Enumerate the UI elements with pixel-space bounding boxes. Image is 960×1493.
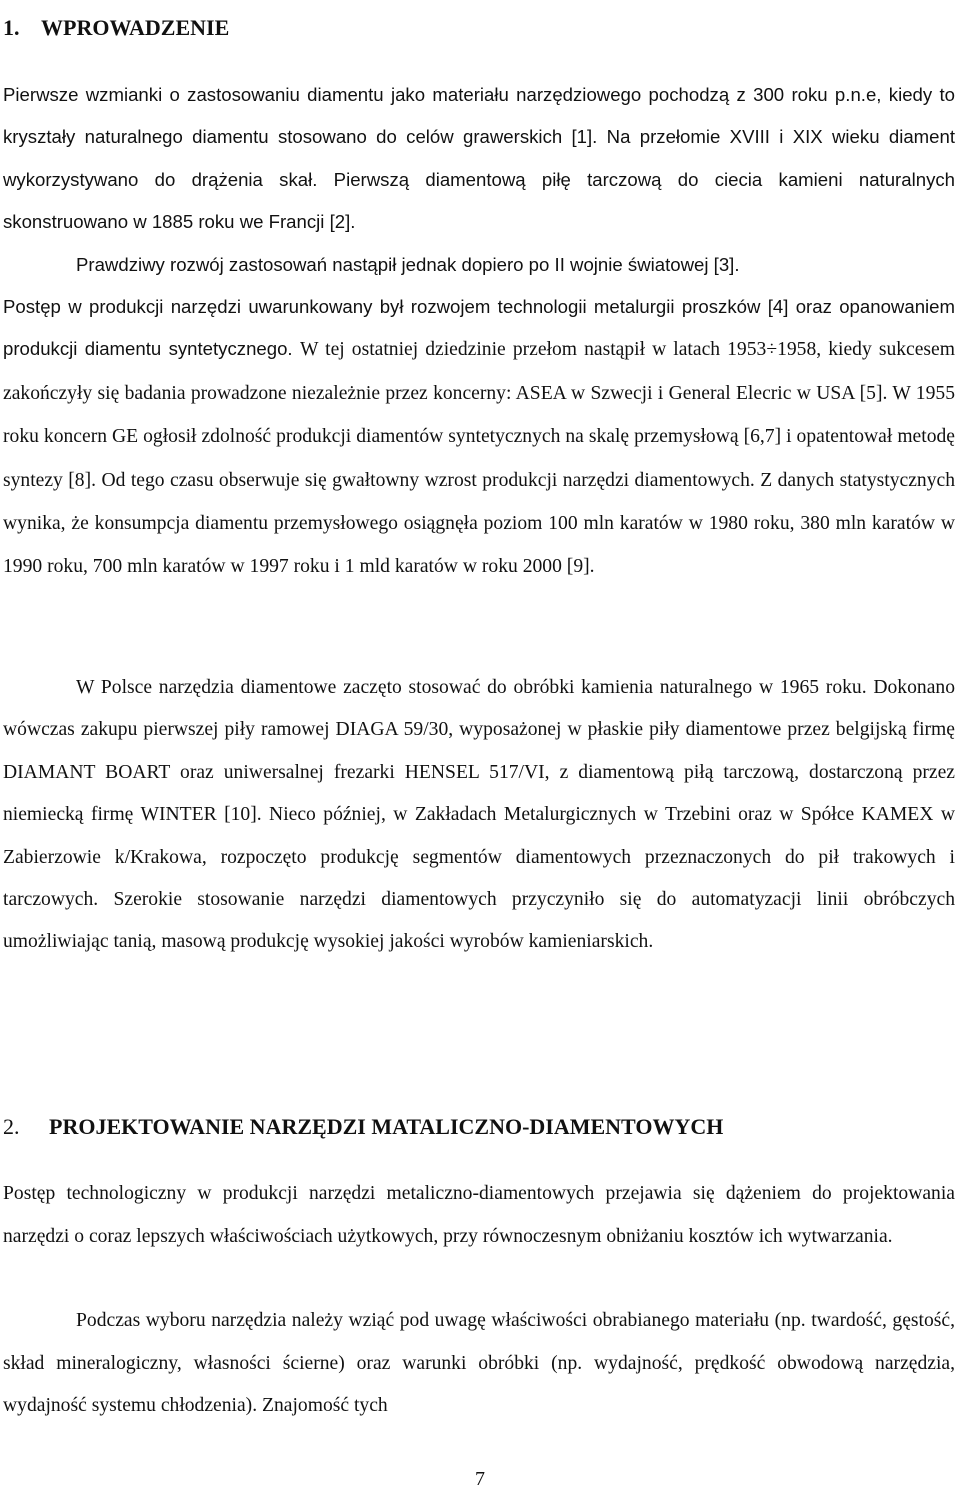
page-number: 7	[475, 1468, 485, 1490]
paragraph-text: Prawdziwy rozwój zastosowań nastąpił jednak dopiero po II wojnie światowej [3].	[76, 253, 740, 275]
section-heading-introduction	[3, 15, 229, 41]
paragraph-text: Postęp w produkcji narzędzi uwarunkowany był rozwojem technologii metalurgii proszków [4] oraz opanowaniem produkcji diamentu syntetycznego.	[3, 296, 955, 360]
paragraph-text: W tej ostatniej dziedzinie przełom nastąpił w latach 1953÷1958, kiedy sukcesem zakończyły się badania prowadzone niezależnie przez koncerny: ASEA w Szwecji i General Elecric w USA [5]. W 1955 roku koncern GE ogłosił zdolność produkcji diamentów syntetycznych na skalę przemysłową [6,7] i opatentował metodę syntezy [8]. Od tego czasu obserwuje się gwałtowny wzrost produkcji narzędzi diamentowych. Z danych statystycznych wynika, że konsumpcja diamentu przemysłowego osiągnęła poziom 100 mln karatów w 1980 roku, 380 mln karatów w 1990 roku, 700 mln karatów w 1997 roku i 1 mld karatów w roku 2000 [9].	[3, 339, 955, 578]
section-title: WPROWADZENIE	[41, 14, 230, 40]
paragraph-progress: Postęp technologiczny w produkcji narzędzi metaliczno-diamentowych przejawia się dążeniem do projektowania narzędzi o coraz lepszych właściwościach użytkowych, przy równoczesnym obniżaniu kosztów ich wytwarzania.	[3, 1183, 955, 1247]
paragraph-text: Pierwsze wzmianki o zastosowaniu diamentu jako materiału narzędziowego pochodzą z 300 roku p.n.e, kiedy to kryształy naturalnego diamentu stosowano do celów grawerskich [1]. Na przełomie XVIII i XIX wieku diament wykorzystywano do drążenia skał. Pierwszą diamentową piłę tarczową do ciecia kamieni naturalnych skonstruowano w 1885 roku we Francji [2].	[3, 84, 955, 233]
section-number: 1.	[3, 14, 20, 40]
section-heading-design	[3, 1114, 723, 1140]
section-title: PROJEKTOWANIE NARZĘDZI MATALICZNO-DIAMENTOWYCH	[49, 1114, 724, 1140]
section-number: 2.	[3, 1114, 20, 1140]
paragraph-tool-selection: Podczas wyboru narzędzia należy wziąć pod uwagę właściwości obrabianego materiału (np. twardość, gęstość, skład mineralogiczny, własności ścierne) oraz warunki obróbki (np. wydajność, prędkość obwodową narzędzia, wydajność systemu chłodzenia). Znajomość tych	[3, 1310, 955, 1417]
paragraph-history	[3, 74, 955, 589]
paragraph-poland: W Polsce narzędzia diamentowe zaczęto stosować do obróbki kamienia naturalnego w 1965 roku. Dokonano wówczas zakupu pierwszej piły ramowej DIAGA 59/30, wyposażonej w płaskie piły diamentowe przez belgijską firmę DIAMANT BOART oraz uniwersalnej frezarki HENSEL 517/VI, z diamentową piłą tarczową, dostarczoną przez niemiecką firmę WINTER [10]. Nieco później, w Zakładach Metalurgicznych w Trzebini oraz w Spółce KAMEX w Zabierzowie k/Krakowa, rozpoczęto produkcję segmentów diamentowych przeznaczonych do pił trakowych i tarczowych. Szerokie stosowanie narzędzi diamentowych przyczyniło się do automatyzacji linii obróbczych umożliwiając tanią, masową produkcję wysokiej jakości wyrobów kamieniarskich.	[3, 677, 955, 953]
